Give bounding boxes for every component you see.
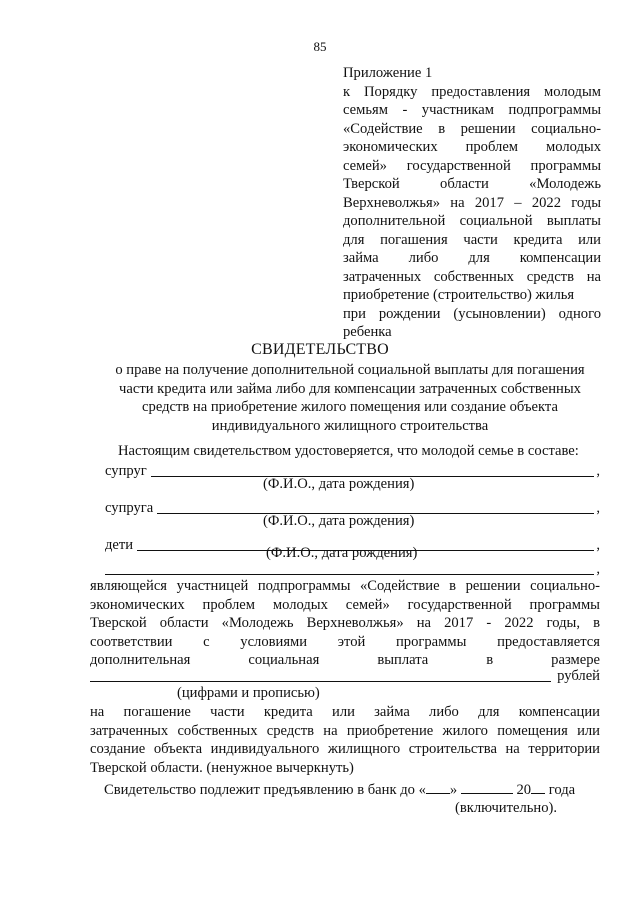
annex-line: семей» государственной программы <box>343 157 601 174</box>
amount-unit: рублей <box>557 667 600 684</box>
document-title: СВИДЕТЕЛЬСТВО <box>251 341 389 358</box>
field-comma: , <box>596 560 600 577</box>
subtitle-line: индивидуального жилищного строительства <box>211 417 489 434</box>
annex-line: дополнительной социальной выплаты <box>343 213 601 229</box>
spouse-male-label: супруг <box>105 462 147 479</box>
body-line: затраченных собственных средств на приобретение жилого помещения или <box>90 722 600 739</box>
body-paragraph-2 <box>90 703 600 777</box>
fio-hint: (Ф.И.О., дата рождения) <box>266 545 418 561</box>
deadline-day-blank[interactable] <box>426 780 450 794</box>
children-extra-field[interactable] <box>105 558 600 578</box>
subtitle-line: о праве на получение дополнительной социальной выплаты для погашения <box>115 362 585 378</box>
subtitle-line: части кредита или займа либо для компенсации затраченных собственных <box>119 380 581 397</box>
subtitle-line: средств на приобретение жилого помещения или создание объекта <box>142 399 558 415</box>
spouse-female-label: супруга <box>105 499 154 516</box>
annex-line: экономических проблем молодых <box>343 139 601 155</box>
field-comma: , <box>596 536 600 553</box>
deadline-month-blank[interactable] <box>461 780 513 794</box>
annex-line: затраченных собственных средств на <box>343 268 601 285</box>
body-line: создание объекта индивидуального жилищного строительства на территории <box>90 741 600 757</box>
annex-line: приобретение (строительство) жилья <box>343 287 575 303</box>
document-subtitle <box>90 361 610 435</box>
annex-line: Тверской области «Молодежь <box>343 176 601 192</box>
deadline-year-blank[interactable] <box>531 780 545 794</box>
body-paragraph <box>90 577 600 670</box>
field-comma: , <box>596 462 600 479</box>
annex-line: займа либо для компенсации <box>343 250 601 266</box>
intro-text: Настоящим свидетельством удостоверяется, что молодой семье в составе: <box>118 443 579 459</box>
field-comma: , <box>596 499 600 516</box>
amount-field[interactable] <box>90 665 600 685</box>
amount-blank[interactable] <box>90 667 551 682</box>
deadline-year-prefix: 20 <box>516 782 532 798</box>
annex-line: Верхневолжья» на 2017 – 2022 годы <box>343 194 601 211</box>
deadline-suffix: года <box>548 782 576 798</box>
deadline-prefix: Свидетельство подлежит предъявлению в банк до « <box>104 782 426 798</box>
annex-line: Приложение 1 <box>343 65 433 81</box>
body-line: на погашение части кредита или займа либо для компенсации <box>90 704 600 720</box>
annex-line: «Содействие в решении социально- <box>343 120 601 137</box>
fio-hint: (Ф.И.О., дата рождения) <box>263 476 415 492</box>
annex-line: ребенка <box>343 324 392 340</box>
annex-header <box>343 64 601 342</box>
body-line: дополнительная социальная выплата в размере <box>90 652 600 668</box>
body-line: экономических проблем молодых семей» государственной программы <box>90 596 600 613</box>
body-line: Тверской области. (ненужное вычеркнуть) <box>90 759 354 776</box>
deadline-line <box>104 780 575 800</box>
children-label: дети <box>105 536 134 553</box>
fio-hint: (Ф.И.О., дата рождения) <box>263 513 415 529</box>
body-line: соответствии с условиями этой программы предоставляется <box>90 633 600 650</box>
deadline-quote: » <box>449 782 458 798</box>
annex-line: к Порядку предоставления молодым <box>343 83 601 100</box>
annex-line: при рождении (усыновлении) одного <box>343 305 601 322</box>
children-extra-blank[interactable] <box>105 560 594 575</box>
page-number: 85 <box>313 39 327 54</box>
body-line: Тверской области «Молодежь Верхневолжья» на 2017 - 2022 годы, в <box>90 615 600 631</box>
amount-hint: (цифрами и прописью) <box>177 685 320 701</box>
annex-line: для погашения части кредита или <box>343 231 601 248</box>
annex-line: семьям - участникам подпрограммы <box>343 102 601 118</box>
deadline-note: (включительно). <box>455 800 558 816</box>
body-line: являющейся участницей подпрограммы «Содействие в решении социально- <box>90 578 600 594</box>
